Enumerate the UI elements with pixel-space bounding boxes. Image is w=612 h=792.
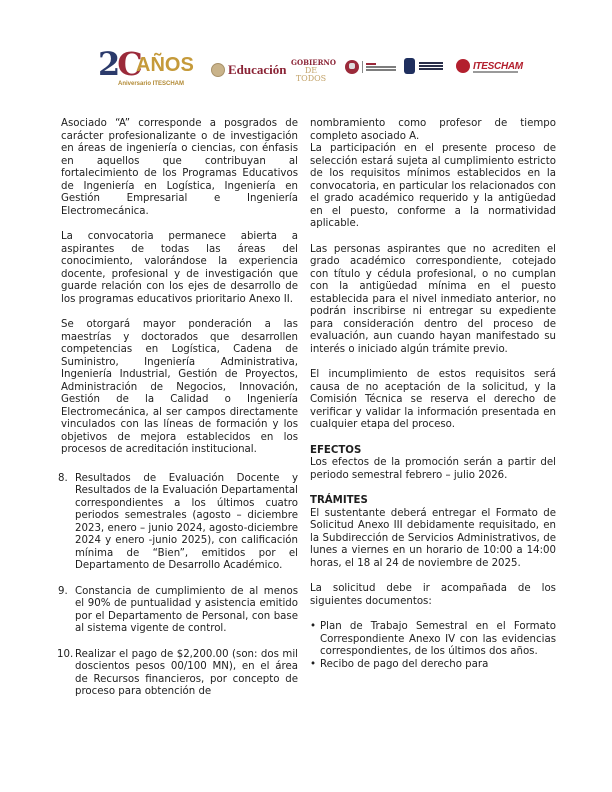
logo-anniversary-text: Aniversario ITESCHAM xyxy=(118,81,185,87)
paragraph-aspirantes: Las personas aspirantes que no acrediten el grado académico correspondiente, cotejado con título y cédula profesional, o no cumplan con la antigüedad mínima en el puesto establecida para el nivel inmediato anterior, no podrán inscribirse ni entregar su expediente para consideración dentro del proceso de evaluación, aun cuando hayan manifestado su interés o iniciado algún trámite previo. xyxy=(310,243,556,355)
logo-20-digit: 2 xyxy=(98,45,118,83)
heading-tramites: TRÁMITES xyxy=(310,495,368,506)
mexico-seal-icon xyxy=(211,63,225,77)
right-column xyxy=(310,118,556,671)
document-list-item: • Plan de Trabajo Semestral en el Formato Correspondiente Anexo IV con las evidencias correspondientes, de los últimos dos años. xyxy=(310,621,556,657)
letterhead xyxy=(98,45,538,98)
logo-seyc xyxy=(345,60,396,74)
paragraph-ponderacion: Se otorgará mayor ponderación a las maestrías y doctorados que desarrollen competencias en Logística, Cadena de Suministro, Ingeniería Administrativa, Ingeniería Industrial, Gestión de Proyectos, Administración de Negocios, Innovación, Gestión de la Calidad o Ingeniería Electromecánica, al ser campos directamente vinculados con las líneas de formación y los objetivos de mejora establecidos en los procesos de acreditación institucional. xyxy=(61,319,298,455)
paragraph-tramites: El sustentante deberá entregar el Formato de Solicitud Anexo III debidamente requisitado, en la Subdirección de Servicios Administrativos, de lunes a viernes en un horario de 10:00 a 14:00 horas, el 18 al 24 de noviembre de 2025. xyxy=(310,507,556,569)
logo-gobierno-de-todos: GOBIERNO DE TODOS xyxy=(291,58,336,83)
logo-zero-digit: C xyxy=(117,45,140,83)
requirement-item-8: 8. Resultados de Evaluación Docente y Resultados de la Evaluación Departamental correspondientes a los últimos cuatro periodos semestrales (agosto – diciembre 2023, enero – junio 2024, agosto-diciembre 2024 y enero -junio 2025), con calificación mínima de “Bien”, emitidos por el Departamento de Desarrollo Académico. xyxy=(58,472,298,571)
requirement-item-9: 9. Constancia de cumplimiento de al menos el 90% de puntualidad y asistencia emitido por el Departamento de Personal, con base al sistema vigente de control. xyxy=(58,585,298,634)
requirement-item-10: 10. Realizar el pago de $2,200.00 (son: dos mil doscientos pesos 00/100 MN), en el área de Recursos financieros, por concepto de proceso para obtención de xyxy=(57,648,298,697)
paragraph-asociado-a: Asociado “A” corresponde a posgrados de carácter profesionalizante o de investigación en áreas de ingeniería o ciencias, con énfasis en aquellos que contribuyan al fortalecimiento de los Programas Educativos de Ingeniería en Logística, Ingeniería en Gestión Empresarial e Ingeniería Electromecánica. xyxy=(61,118,298,217)
logo-educacion: Educación xyxy=(211,60,287,80)
heading-efectos: EFECTOS xyxy=(310,444,362,456)
logo-iteschan: ITESCHAM xyxy=(456,59,523,73)
paragraph-nombramiento: nombramiento como profesor de tiempo completo asociado A. xyxy=(310,118,556,142)
seyc-emblem-icon xyxy=(345,60,359,74)
logo-20-anos-iteschan xyxy=(98,45,194,96)
paragraph-incumplimiento: El incumplimiento de estos requisitos será causa de no aceptación de la solicitud, y la Comisión Técnica se reserva el derecho de verificar y validar la información presentada en cualquier etapa del proceso. xyxy=(310,369,556,430)
paragraph-solicitud: La solicitud debe ir acompañada de los siguientes documentos: xyxy=(310,583,556,607)
document-list-item: • Recibo de pago del derecho para xyxy=(310,658,489,670)
iteschan-emblem-icon xyxy=(456,59,470,73)
logo-anos-text: AÑOS xyxy=(136,54,194,76)
paragraph-participacion: La participación en el presente proceso de selección estará sujeta al cumplimiento estricto de los requisitos mínimos establecidos en la convocatoria, en particular los relacionados con el grado académico requerido y la antigüedad en el puesto, conforme a la normatividad aplicable. xyxy=(310,143,556,229)
tecnm-gear-icon xyxy=(404,58,415,74)
paragraph-efectos: Los efectos de la promoción serán a partir del periodo semestral febrero – julio 2026. xyxy=(310,457,556,481)
bullet-icon: • xyxy=(310,621,317,632)
paragraph-convocatoria: La convocatoria permanece abierta a aspirantes de todas las áreas del conocimiento, valorándose la experiencia docente, profesional y de investigación que guarde relación con los ejes de desarrollo de los programas educativos prioritario Anexo II. xyxy=(61,231,298,305)
bullet-icon: • xyxy=(310,658,317,670)
left-column xyxy=(57,118,298,712)
logo-tecnm xyxy=(404,58,443,74)
